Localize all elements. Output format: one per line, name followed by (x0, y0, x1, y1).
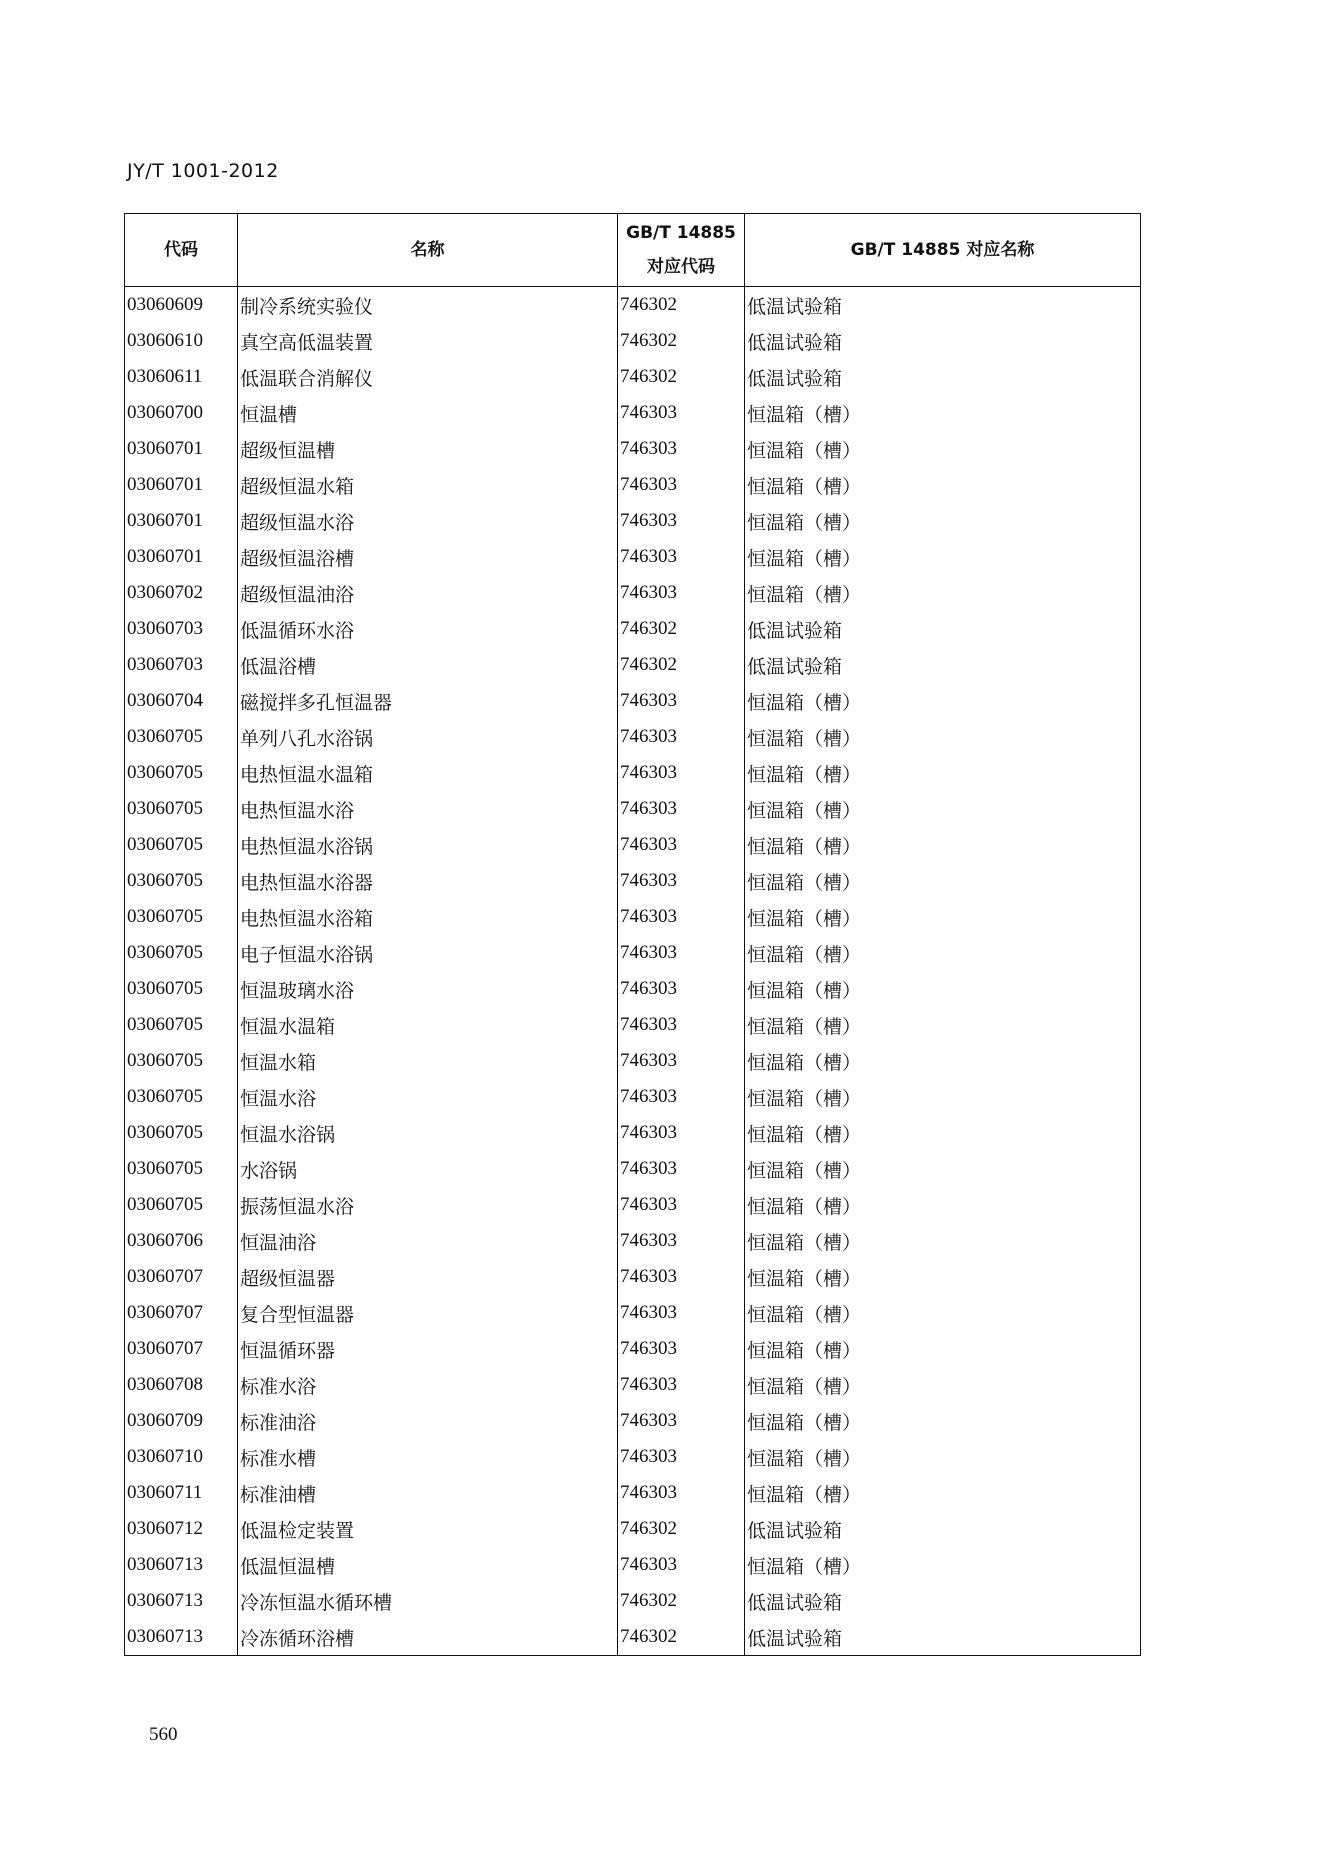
cell-code: 03060711 (125, 1475, 238, 1511)
cell-code: 03060611 (125, 359, 238, 395)
cell-gb-name: 恒温箱（槽） (745, 791, 1141, 827)
cell-gb-code: 746303 (618, 1259, 745, 1295)
cell-name: 低温恒温槽 (238, 1547, 618, 1583)
cell-gb-name: 恒温箱（槽） (745, 1223, 1141, 1259)
cell-name: 恒温水温箱 (238, 1007, 618, 1043)
cell-code: 03060705 (125, 1007, 238, 1043)
table-row (125, 1007, 1141, 1043)
table-row (125, 755, 1141, 791)
cell-code: 03060701 (125, 539, 238, 575)
cell-code: 03060705 (125, 827, 238, 863)
cell-gb-name: 低温试验箱 (745, 1511, 1141, 1547)
cell-code: 03060706 (125, 1223, 238, 1259)
table-row (125, 1403, 1141, 1439)
cell-gb-name: 恒温箱（槽） (745, 539, 1141, 575)
cell-gb-name: 恒温箱（槽） (745, 899, 1141, 935)
cell-code: 03060710 (125, 1439, 238, 1475)
cell-gb-name: 恒温箱（槽） (745, 1295, 1141, 1331)
table-row (125, 899, 1141, 935)
table-row (125, 575, 1141, 611)
cell-code: 03060705 (125, 791, 238, 827)
cell-name: 标准水槽 (238, 1439, 618, 1475)
cell-name: 电热恒温水温箱 (238, 755, 618, 791)
table-row (125, 1619, 1141, 1656)
cell-gb-code: 746303 (618, 1367, 745, 1403)
cell-code: 03060701 (125, 503, 238, 539)
code-mapping-table (124, 213, 1141, 1656)
cell-gb-name: 恒温箱（槽） (745, 1187, 1141, 1223)
table-header (125, 214, 1141, 287)
cell-gb-code: 746303 (618, 1043, 745, 1079)
cell-name: 超级恒温油浴 (238, 575, 618, 611)
cell-gb-code: 746303 (618, 1547, 745, 1583)
cell-code: 03060703 (125, 647, 238, 683)
table-row (125, 647, 1141, 683)
column-header-name: 名称 (238, 214, 618, 287)
cell-gb-code: 746303 (618, 1187, 745, 1223)
cell-name: 电热恒温水浴箱 (238, 899, 618, 935)
cell-gb-name: 恒温箱（槽） (745, 683, 1141, 719)
table-row (125, 1367, 1141, 1403)
cell-gb-name: 低温试验箱 (745, 1619, 1141, 1656)
table-row (125, 935, 1141, 971)
cell-gb-name: 恒温箱（槽） (745, 467, 1141, 503)
cell-gb-name: 恒温箱（槽） (745, 1115, 1141, 1151)
table-row (125, 1259, 1141, 1295)
cell-gb-code: 746303 (618, 539, 745, 575)
cell-code: 03060705 (125, 863, 238, 899)
cell-gb-code: 746303 (618, 395, 745, 431)
cell-name: 恒温油浴 (238, 1223, 618, 1259)
cell-gb-name: 恒温箱（槽） (745, 1367, 1141, 1403)
cell-gb-code: 746303 (618, 1295, 745, 1331)
cell-gb-code: 746303 (618, 1403, 745, 1439)
cell-gb-name: 恒温箱（槽） (745, 431, 1141, 467)
cell-gb-name: 恒温箱（槽） (745, 755, 1141, 791)
table-row (125, 359, 1141, 395)
cell-code: 03060707 (125, 1295, 238, 1331)
cell-name: 超级恒温水箱 (238, 467, 618, 503)
gb-code-header-line2: 对应代码 (647, 257, 715, 277)
cell-name: 电热恒温水浴器 (238, 863, 618, 899)
cell-gb-code: 746303 (618, 575, 745, 611)
cell-gb-code: 746303 (618, 755, 745, 791)
cell-code: 03060705 (125, 1115, 238, 1151)
cell-gb-name: 恒温箱（槽） (745, 1475, 1141, 1511)
table-row (125, 1043, 1141, 1079)
table-row (125, 287, 1141, 324)
cell-gb-code: 746302 (618, 323, 745, 359)
cell-gb-code: 746302 (618, 1583, 745, 1619)
cell-code: 03060704 (125, 683, 238, 719)
cell-name: 超级恒温器 (238, 1259, 618, 1295)
table-row (125, 791, 1141, 827)
cell-name: 标准水浴 (238, 1367, 618, 1403)
table-row (125, 1079, 1141, 1115)
table-row (125, 431, 1141, 467)
column-header-gb-code (618, 214, 745, 287)
cell-gb-name: 恒温箱（槽） (745, 1259, 1141, 1295)
cell-gb-name: 恒温箱（槽） (745, 575, 1141, 611)
table-row (125, 503, 1141, 539)
cell-gb-name: 恒温箱（槽） (745, 1547, 1141, 1583)
cell-gb-code: 746302 (618, 611, 745, 647)
standard-code-header: JY/T 1001-2012 (127, 160, 279, 182)
cell-code: 03060705 (125, 755, 238, 791)
cell-gb-code: 746303 (618, 503, 745, 539)
cell-name: 标准油槽 (238, 1475, 618, 1511)
cell-name: 电热恒温水浴锅 (238, 827, 618, 863)
table-row (125, 467, 1141, 503)
cell-gb-name: 恒温箱（槽） (745, 935, 1141, 971)
table-row (125, 1295, 1141, 1331)
cell-name: 恒温玻璃水浴 (238, 971, 618, 1007)
cell-code: 03060713 (125, 1547, 238, 1583)
cell-code: 03060707 (125, 1259, 238, 1295)
gb-code-header-line1: GB/T 14885 (626, 223, 736, 243)
cell-gb-name: 恒温箱（槽） (745, 1007, 1141, 1043)
cell-gb-code: 746303 (618, 467, 745, 503)
cell-gb-code: 746303 (618, 791, 745, 827)
cell-gb-name: 恒温箱（槽） (745, 1331, 1141, 1367)
cell-gb-code: 746303 (618, 863, 745, 899)
cell-code: 03060707 (125, 1331, 238, 1367)
table-row (125, 611, 1141, 647)
table-row (125, 1223, 1141, 1259)
cell-code: 03060705 (125, 1043, 238, 1079)
cell-name: 恒温循环器 (238, 1331, 618, 1367)
cell-gb-name: 恒温箱（槽） (745, 971, 1141, 1007)
cell-gb-name: 低温试验箱 (745, 323, 1141, 359)
cell-gb-code: 746303 (618, 431, 745, 467)
table-row (125, 1151, 1141, 1187)
cell-name: 冷冻循环浴槽 (238, 1619, 618, 1656)
cell-name: 复合型恒温器 (238, 1295, 618, 1331)
cell-code: 03060712 (125, 1511, 238, 1547)
cell-name: 真空高低温装置 (238, 323, 618, 359)
cell-gb-code: 746303 (618, 971, 745, 1007)
table-row (125, 971, 1141, 1007)
column-header-code: 代码 (125, 214, 238, 287)
cell-code: 03060705 (125, 971, 238, 1007)
cell-gb-name: 低温试验箱 (745, 647, 1141, 683)
cell-name: 磁搅拌多孔恒温器 (238, 683, 618, 719)
cell-code: 03060705 (125, 1187, 238, 1223)
cell-code: 03060702 (125, 575, 238, 611)
cell-code: 03060713 (125, 1583, 238, 1619)
cell-name: 低温检定装置 (238, 1511, 618, 1547)
cell-code: 03060701 (125, 467, 238, 503)
cell-name: 恒温水浴 (238, 1079, 618, 1115)
cell-name: 单列八孔水浴锅 (238, 719, 618, 755)
cell-code: 03060705 (125, 899, 238, 935)
cell-gb-name: 恒温箱（槽） (745, 1079, 1141, 1115)
cell-name: 低温浴槽 (238, 647, 618, 683)
cell-gb-code: 746303 (618, 1007, 745, 1043)
table-row (125, 1547, 1141, 1583)
cell-code: 03060705 (125, 1151, 238, 1187)
cell-gb-name: 恒温箱（槽） (745, 719, 1141, 755)
table-row (125, 1115, 1141, 1151)
cell-gb-name: 恒温箱（槽） (745, 1439, 1141, 1475)
table-row (125, 323, 1141, 359)
cell-name: 水浴锅 (238, 1151, 618, 1187)
table-row (125, 1439, 1141, 1475)
table-row (125, 1331, 1141, 1367)
cell-gb-code: 746302 (618, 287, 745, 324)
cell-gb-code: 746302 (618, 1619, 745, 1656)
cell-gb-code: 746303 (618, 935, 745, 971)
cell-gb-code: 746303 (618, 1079, 745, 1115)
cell-name: 恒温水浴锅 (238, 1115, 618, 1151)
table-row (125, 1511, 1141, 1547)
cell-gb-code: 746303 (618, 719, 745, 755)
table-body (125, 287, 1141, 1656)
cell-name: 振荡恒温水浴 (238, 1187, 618, 1223)
cell-code: 03060609 (125, 287, 238, 324)
table-row (125, 683, 1141, 719)
cell-name: 冷冻恒温水循环槽 (238, 1583, 618, 1619)
cell-gb-code: 746303 (618, 1151, 745, 1187)
cell-code: 03060705 (125, 1079, 238, 1115)
cell-gb-code: 746303 (618, 683, 745, 719)
cell-code: 03060705 (125, 935, 238, 971)
cell-gb-code: 746303 (618, 1475, 745, 1511)
cell-gb-code: 746302 (618, 1511, 745, 1547)
cell-gb-code: 746303 (618, 1115, 745, 1151)
cell-name: 制冷系统实验仪 (238, 287, 618, 324)
cell-name: 恒温槽 (238, 395, 618, 431)
cell-code: 03060708 (125, 1367, 238, 1403)
cell-gb-name: 低温试验箱 (745, 611, 1141, 647)
cell-gb-name: 恒温箱（槽） (745, 1043, 1141, 1079)
cell-name: 超级恒温浴槽 (238, 539, 618, 575)
cell-gb-code: 746303 (618, 899, 745, 935)
cell-gb-code: 746303 (618, 827, 745, 863)
cell-name: 超级恒温槽 (238, 431, 618, 467)
cell-gb-code: 746303 (618, 1223, 745, 1259)
cell-gb-name: 恒温箱（槽） (745, 1151, 1141, 1187)
cell-code: 03060700 (125, 395, 238, 431)
cell-gb-code: 746302 (618, 359, 745, 395)
cell-name: 恒温水箱 (238, 1043, 618, 1079)
cell-gb-code: 746303 (618, 1439, 745, 1475)
cell-gb-name: 低温试验箱 (745, 287, 1141, 324)
cell-code: 03060705 (125, 719, 238, 755)
cell-gb-name: 恒温箱（槽） (745, 1403, 1141, 1439)
cell-gb-name: 低温试验箱 (745, 1583, 1141, 1619)
cell-code: 03060709 (125, 1403, 238, 1439)
table-row (125, 539, 1141, 575)
table-row (125, 827, 1141, 863)
page-number: 560 (149, 1724, 178, 1745)
cell-code: 03060701 (125, 431, 238, 467)
cell-code: 03060713 (125, 1619, 238, 1656)
table-row (125, 863, 1141, 899)
cell-name: 标准油浴 (238, 1403, 618, 1439)
cell-code: 03060610 (125, 323, 238, 359)
table-row (125, 1475, 1141, 1511)
cell-name: 低温联合消解仪 (238, 359, 618, 395)
cell-gb-name: 恒温箱（槽） (745, 395, 1141, 431)
cell-name: 电热恒温水浴 (238, 791, 618, 827)
table-row (125, 719, 1141, 755)
column-header-gb-name: GB/T 14885 对应名称 (745, 214, 1141, 287)
cell-gb-code: 746302 (618, 647, 745, 683)
cell-name: 电子恒温水浴锅 (238, 935, 618, 971)
table-row (125, 395, 1141, 431)
cell-gb-name: 恒温箱（槽） (745, 827, 1141, 863)
cell-gb-name: 恒温箱（槽） (745, 863, 1141, 899)
cell-gb-name: 恒温箱（槽） (745, 503, 1141, 539)
table-row (125, 1187, 1141, 1223)
cell-name: 超级恒温水浴 (238, 503, 618, 539)
table-row (125, 1583, 1141, 1619)
cell-gb-code: 746303 (618, 1331, 745, 1367)
cell-gb-name: 低温试验箱 (745, 359, 1141, 395)
cell-name: 低温循环水浴 (238, 611, 618, 647)
cell-code: 03060703 (125, 611, 238, 647)
